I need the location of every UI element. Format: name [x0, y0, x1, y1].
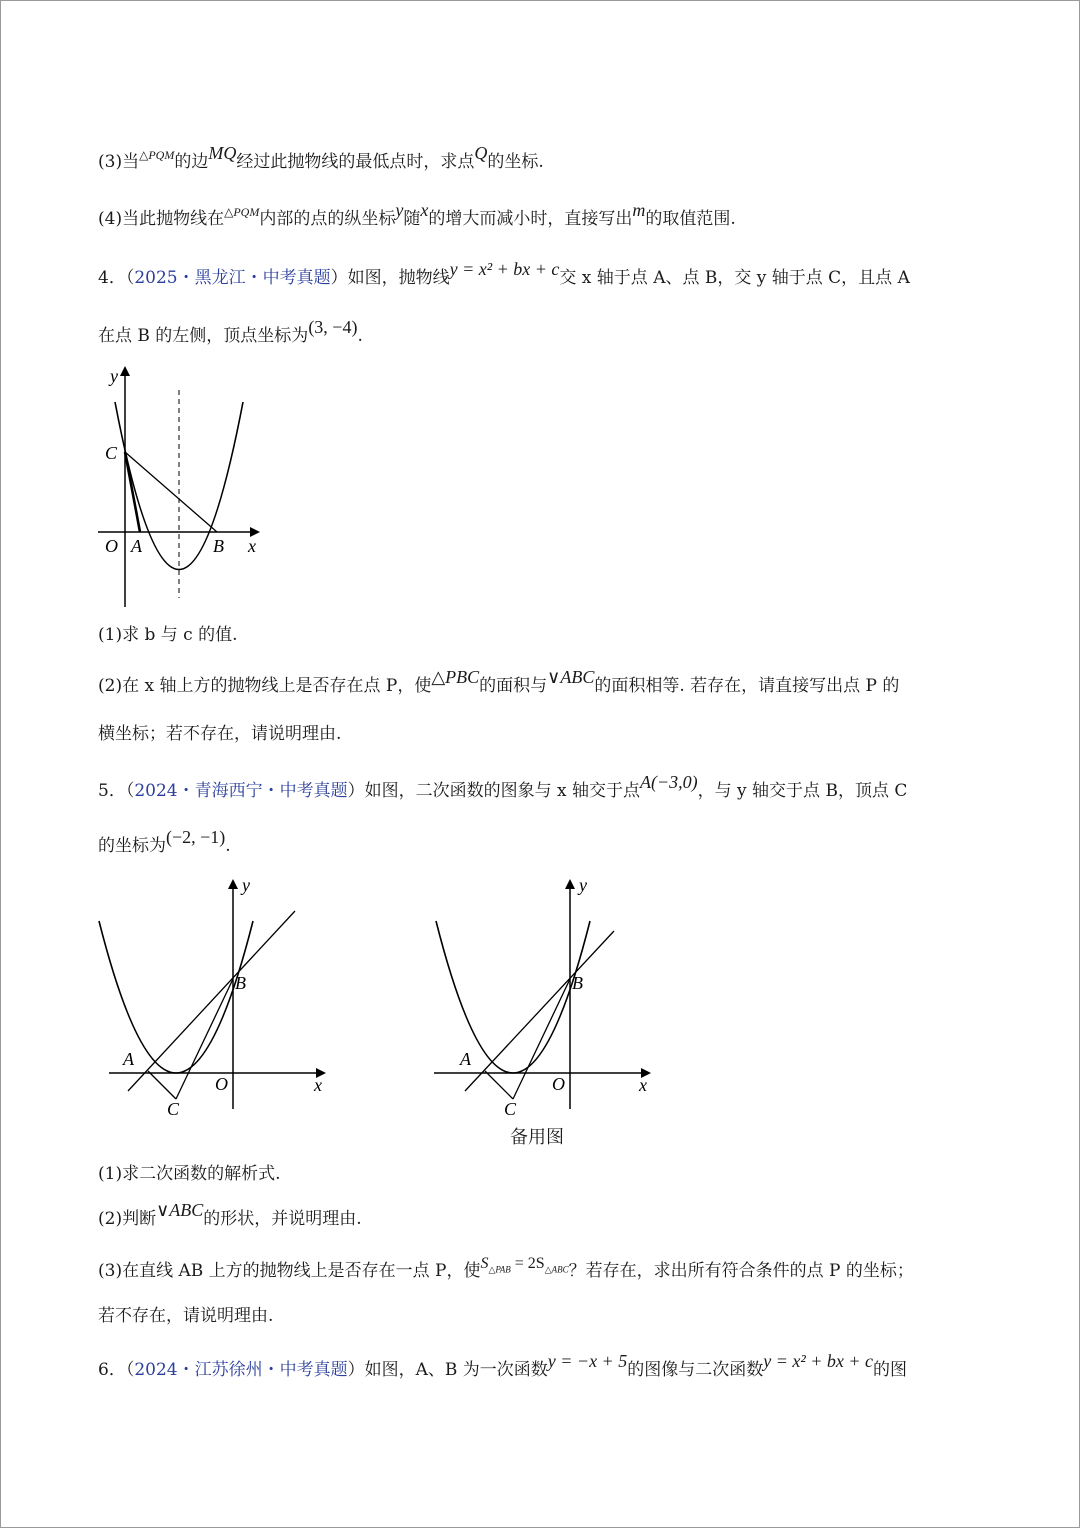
q5-part2: (2)判断∨ABC的形状，并说明理由.	[98, 1200, 362, 1229]
q5f1-label-C: C	[167, 1099, 180, 1115]
q3-part4: (4)当此抛物线在$^{\triangle PQM}$内部的点的纵坐标y随x的增大而减小时，直接写出m的取值范围.	[98, 200, 736, 229]
q4-source: 2025・黑龙江・中考真题	[134, 268, 331, 288]
q5f1-label-A: A	[123, 1049, 134, 1069]
q4-part2-line1: (2)在 x 轴上方的抛物线上是否存在点 P，使△PBC的面积与∨ABC的面积相等. 若存在，请直接写出点 P 的	[98, 667, 900, 696]
q5-figure-spare	[432, 875, 672, 1115]
q4-segment-CA	[125, 452, 140, 532]
q5f1-line-AC	[148, 1071, 176, 1099]
q5f2-label-O: O	[552, 1074, 565, 1094]
q5f2-label-y: y	[579, 875, 587, 895]
q4-part2-line2: 横坐标；若不存在，请说明理由.	[98, 724, 342, 744]
q5f1-label-x: x	[314, 1075, 322, 1095]
q4-y-arrow	[120, 366, 130, 376]
q5f2-label-A: A	[460, 1049, 471, 1069]
q5f2-label-x: x	[639, 1075, 647, 1095]
q4-label-A: A	[131, 536, 142, 556]
q5-source: 2024・青海西宁・中考真题	[134, 781, 348, 801]
q4-label-O: O	[105, 536, 118, 556]
q5f1-label-B: B	[235, 973, 246, 993]
q6-stem-line1: 6．（2024・江苏徐州・中考真题）如图，A、B 为一次函数y = −x + 5的图像与二次函数y = x² + bx + c的图	[98, 1351, 907, 1380]
q4-figure	[98, 362, 268, 612]
q5f1-line-AB-extended	[128, 911, 295, 1091]
q5f1-y-arrow	[228, 879, 238, 889]
q5-part3-line1: (3)在直线 AB 上方的抛物线上是否存在一点 P，使$S_{\triangle PAB} = 2S_{\triangle ABC}$？若存在，求出所有符合条件的点 P 的坐标；	[98, 1255, 914, 1281]
q5f2-line-AB-extended	[465, 931, 614, 1091]
q4-label-C: C	[105, 443, 118, 463]
q5f2-label-B: B	[572, 973, 583, 993]
q5-spare-caption: 备用图	[510, 1127, 564, 1148]
q5-part1: (1)求二次函数的解析式.	[98, 1164, 281, 1184]
q4-label-x: x	[248, 536, 256, 556]
q4-stem-line2: 在点 B 的左侧，顶点坐标为(3, −4).	[98, 317, 363, 346]
q4-label-y: y	[110, 366, 118, 386]
q5f1-label-O: O	[215, 1074, 228, 1094]
q5f2-label-C: C	[504, 1099, 517, 1115]
q5f2-line-AC	[485, 1071, 513, 1099]
q5-part3-line2: 若不存在，请说明理由.	[98, 1306, 274, 1326]
q5f1-label-y: y	[242, 875, 250, 895]
q4-label-B: B	[213, 536, 224, 556]
q3-part3: (3)当$^{\triangle PQM}$的边MQ经过此抛物线的最低点时，求点Q的坐标.	[98, 143, 544, 172]
q5-figure-main	[95, 875, 335, 1115]
q4-stem-line1: 4．（2025・黑龙江・中考真题）如图，抛物线y = x² + bx + c交 x 轴于点 A、点 B，交 y 轴于点 C，且点 A	[98, 259, 910, 288]
q5-stem-line2: 的坐标为(−2, −1).	[98, 827, 231, 856]
q5f2-y-arrow	[565, 879, 575, 889]
q4-part1: (1)求 b 与 c 的值.	[98, 625, 238, 645]
q5-stem-line1: 5．（2024・青海西宁・中考真题）如图，二次函数的图象与 x 轴交于点A(−3,0)，与 y 轴交于点 B，顶点 C	[98, 772, 908, 801]
q6-source: 2024・江苏徐州・中考真题	[134, 1360, 348, 1380]
